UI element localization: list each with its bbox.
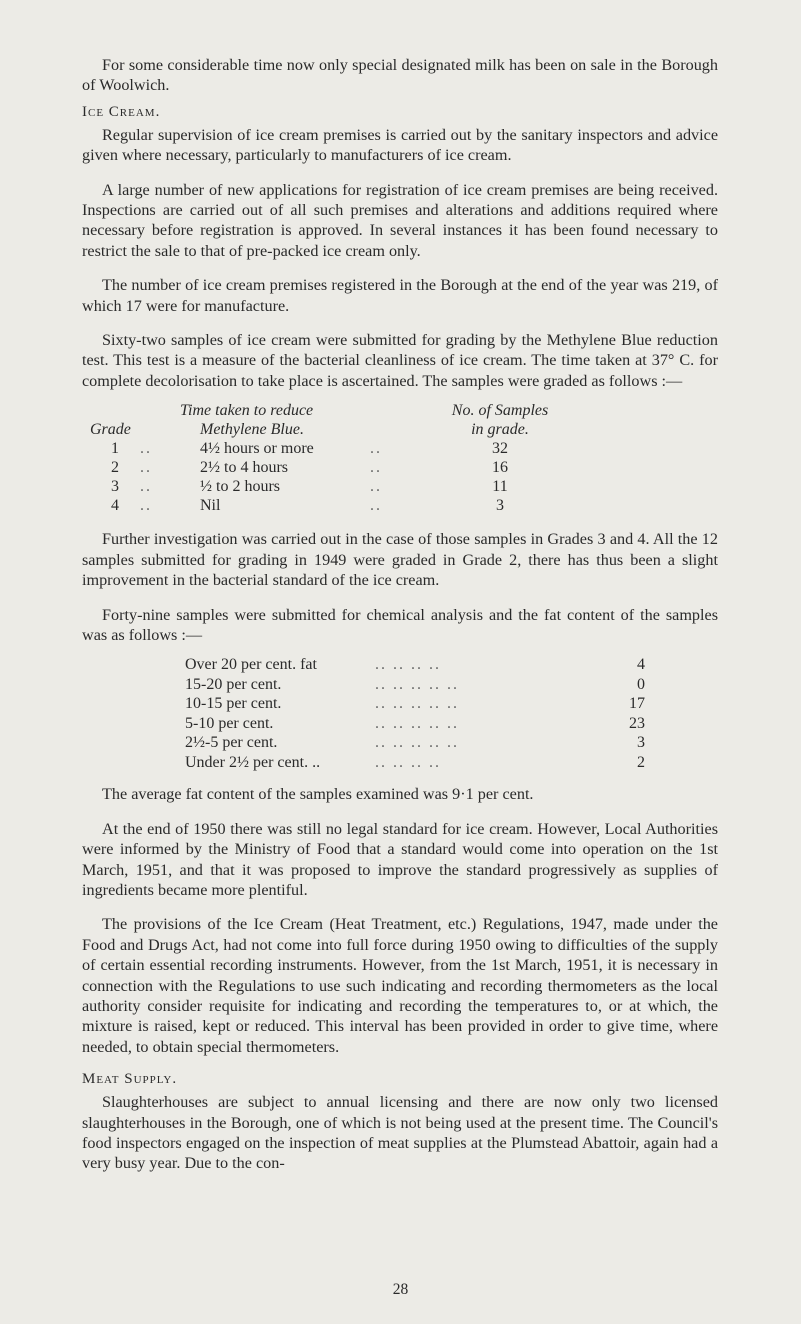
time-cell: 4½ hours or more (200, 440, 314, 458)
grade-cell: 4 (111, 497, 119, 515)
grade-cell: 2 (111, 459, 119, 477)
grading-col2-header-line1: Time taken to reduce (180, 402, 314, 420)
meat-supply-paragraph-1: Slaughterhouses are subject to annual licensing and there are now only two licensed slaughterhouses in the Borough, one of which is not being used at the present time. The Council's food inspectors engaged on the inspection of meat supplies at the Plumstead Abattoir, again had a very busy year. Due to the con- (82, 1093, 718, 1173)
ice-cream-paragraph-7: The average fat content of the samples examined was 9·1 per cent. (102, 785, 534, 804)
leader-dots: .. .. .. .. .. (375, 695, 459, 713)
grading-table (90, 401, 580, 515)
leader-dots: .. .. .. .. (375, 656, 441, 674)
ice-cream-paragraph-3: The number of ice cream premises registered in the Borough at the end of the year was 219, of which 17 were for manufacture. (82, 276, 718, 315)
fat-value: 17 (629, 695, 645, 713)
table-row (90, 496, 580, 515)
leader-dots: .. (370, 478, 382, 496)
ice-cream-paragraph-4: Sixty-two samples of ice cream were submitted for grading by the Methylene Blue reduction test. This test is a measure of the bacterial cleanliness of ice cream. The time taken at 37° C. for complete decolorisation to take place is ascertained. The samples were graded as follows :— (82, 331, 718, 390)
ice-cream-heading: Ice Cream. (82, 103, 161, 120)
table-row (185, 675, 645, 695)
fat-content-table (185, 655, 645, 772)
leader-dots: .. (140, 440, 152, 458)
leader-dots: .. (370, 497, 382, 515)
time-cell: ½ to 2 hours (200, 478, 280, 496)
count-cell: 16 (492, 459, 508, 477)
leader-dots: .. (370, 440, 382, 458)
fat-label: Over 20 per cent. fat (185, 656, 317, 674)
grading-col3-header-line1: No. of Samples (451, 402, 549, 420)
table-row (185, 753, 645, 773)
ice-cream-paragraph-9: The provisions of the Ice Cream (Heat Treatment, etc.) Regulations, 1947, made under the Food and Drugs Act, had not come into full force during 1950 owing to difficulties of the supply of certain essential recording instruments. However, from the 1st March, 1951, it is necessary in connection with the Regulations to use such indicating and recording thermometers as the local authority consider requisite for indicating and recording the temperatures to, or at which, the mixture is raised, kept or reduced. This interval has been provided in order to give time, where needed, to obtain special thermometers. (82, 915, 718, 1056)
fat-label: 5-10 per cent. (185, 714, 274, 732)
grade-cell: 1 (111, 440, 119, 458)
fat-value: 4 (637, 656, 645, 674)
intro-paragraph: For some considerable time now only special designated milk has been on sale in the Borough of Woolwich. (82, 56, 718, 95)
fat-label: 10-15 per cent. (185, 695, 282, 713)
leader-dots: .. .. .. .. .. (375, 734, 459, 752)
leader-dots: .. (140, 478, 152, 496)
table-row (90, 439, 580, 458)
leader-dots: .. (140, 497, 152, 515)
time-cell: 2½ to 4 hours (200, 459, 288, 477)
fat-value: 3 (637, 734, 645, 752)
ice-cream-paragraph-6: Forty-nine samples were submitted for chemical analysis and the fat content of the samples was as follows :— (82, 605, 718, 644)
table-row (185, 714, 645, 734)
time-cell: Nil (200, 497, 221, 515)
ice-cream-paragraph-2: A large number of new applications for registration of ice cream premises are being received. Inspections are carried out of all such premises and alterations and additions required where necessary before registration is approved. In several instances it has been found necessary to restrict the sale to that of pre-packed ice cream only. (82, 180, 718, 260)
leader-dots: .. (370, 459, 382, 477)
grading-col3-header-line2: in grade. (471, 421, 529, 439)
count-cell: 32 (492, 440, 508, 458)
grading-col1-header: Grade (90, 421, 131, 439)
grading-col2-header-line2: Methylene Blue. (200, 421, 304, 439)
fat-value: 2 (637, 753, 645, 771)
fat-value: 23 (629, 714, 645, 732)
count-cell: 3 (496, 497, 504, 515)
ice-cream-paragraph-8: At the end of 1950 there was still no legal standard for ice cream. However, Local Authorities were informed by the Ministry of Food that a standard would come into operation on the 1st March, 1951, and that it was proposed to improve the standard progressively as supplies of ingredients became more plentiful. (82, 819, 718, 899)
page-number: 28 (392, 1281, 409, 1298)
fat-label: Under 2½ per cent. .. (185, 753, 321, 771)
meat-supply-heading: Meat Supply. (82, 1071, 178, 1088)
leader-dots: .. .. .. .. .. (375, 675, 459, 693)
count-cell: 11 (492, 478, 508, 496)
leader-dots: .. .. .. .. .. (375, 714, 459, 732)
table-row (90, 477, 580, 496)
leader-dots: .. .. .. .. (375, 753, 441, 771)
table-row (185, 694, 645, 714)
table-row (185, 733, 645, 753)
table-row (90, 458, 580, 477)
fat-label: 15-20 per cent. (185, 675, 282, 693)
ice-cream-paragraph-1: Regular supervision of ice cream premises is carried out by the sanitary inspectors and advice given where necessary, particularly to manufacturers of ice cream. (82, 125, 718, 165)
fat-value: 0 (637, 675, 645, 693)
grade-cell: 3 (111, 478, 119, 496)
table-row (185, 655, 645, 675)
text-column (82, 55, 718, 1174)
ice-cream-paragraph-5: Further investigation was carried out in the case of those samples in Grades 3 and 4. All the 12 samples submitted for grading in 1949 were graded in Grade 2, there has thus been a slight improvement in the bacterial standard of the ice cream. (82, 530, 718, 590)
fat-label: 2½-5 per cent. (185, 734, 278, 752)
leader-dots: .. (140, 459, 152, 477)
